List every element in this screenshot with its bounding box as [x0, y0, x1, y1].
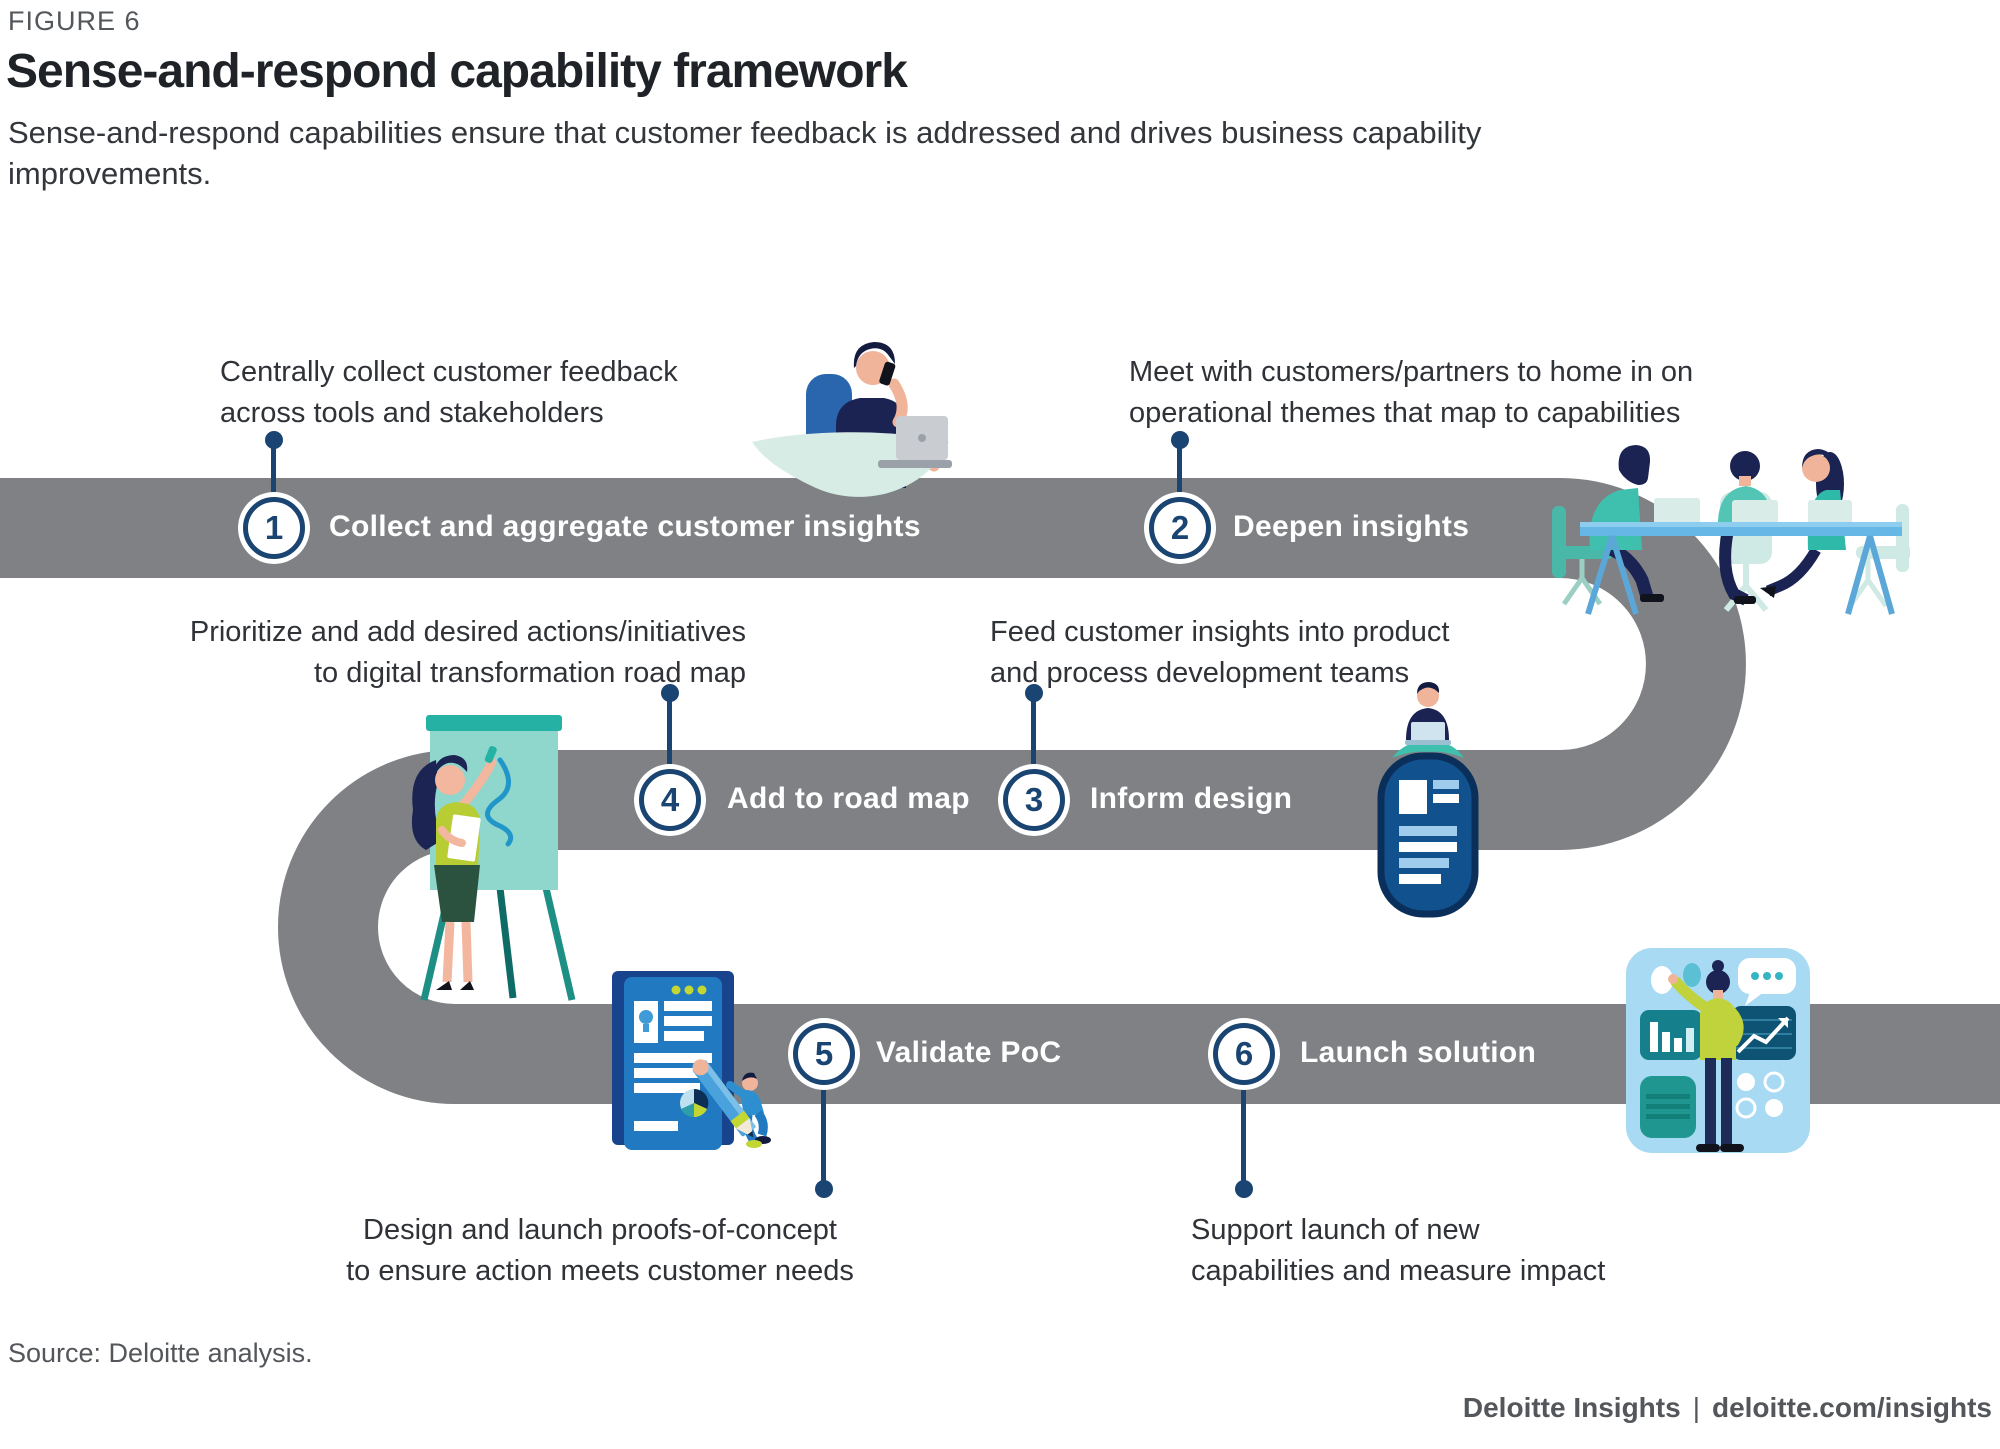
step-label-2: Deepen insights: [1233, 509, 1470, 543]
figure-label: FIGURE 6: [8, 6, 141, 36]
step-circle-4: [639, 769, 701, 831]
step-circle-6: [1213, 1023, 1275, 1085]
step-number: 3: [1024, 781, 1044, 818]
brand-site-url: deloitte.com/insights: [1711, 1392, 1992, 1423]
step-circle-3: [1003, 769, 1065, 831]
developer-on-smartphone-icon: [1372, 680, 1484, 920]
annotation-step-4: Prioritize and add desired actions/initiatives to digital transformation road map: [189, 616, 746, 689]
figure-subtitle: Sense-and-respond capabilities ensure that customer feedback is addressed and drives business capability improvements.: [8, 115, 1482, 191]
annotation-step-3: Feed customer insights into product and process development teams: [990, 616, 1450, 689]
step-label-1: Collect and aggregate customer insights: [329, 509, 921, 543]
step-circle-1: [243, 497, 305, 559]
brand-footer: [1463, 1392, 1992, 1424]
team-meeting-at-table-icon: [1550, 428, 1910, 618]
annotation-step-1: Centrally collect customer feedback across tools and stakeholders: [220, 356, 678, 429]
leader-line-step-3: [1031, 697, 1036, 773]
step-circle-5: [793, 1023, 855, 1085]
proof-of-concept-document-pencil-icon: [598, 963, 773, 1150]
annotation-step-6: Support launch of new capabilities and measure impact: [1191, 1214, 1606, 1287]
step-number: 1: [264, 509, 284, 546]
leader-line-step-6: [1241, 1085, 1246, 1185]
leader-dot-step-5: [815, 1180, 833, 1198]
step-number: 5: [814, 1035, 834, 1072]
page-title: Sense-and-respond capability framework: [6, 45, 907, 98]
brand-name: Deloitte Insights: [1462, 1392, 1681, 1423]
leader-line-step-4: [667, 697, 672, 773]
leader-line-step-2: [1177, 444, 1182, 502]
step-circle-2: [1149, 497, 1211, 559]
annotation-step-5: Design and launch proofs-of-concept to ensure action meets customer needs: [346, 1214, 854, 1287]
presenter-at-flipchart-icon: [350, 698, 595, 1010]
step-label-3: Inform design: [1090, 781, 1293, 815]
step-label-5: Validate PoC: [876, 1035, 1062, 1069]
step-label-6: Launch solution: [1300, 1035, 1537, 1069]
brand-separator: |: [1692, 1392, 1700, 1423]
analyst-at-dashboard-icon: [1626, 948, 1810, 1160]
person-on-phone-at-desk-icon: [748, 326, 953, 511]
leader-dot-step-6: [1235, 1180, 1253, 1198]
step-number: 4: [660, 781, 680, 818]
leader-line-step-1: [271, 444, 276, 502]
source-note: Source: Deloitte analysis.: [8, 1338, 313, 1368]
step-number: 6: [1234, 1035, 1254, 1072]
step-label-4: Add to road map: [727, 781, 970, 815]
step-number: 2: [1170, 509, 1190, 546]
leader-line-step-5: [821, 1085, 826, 1185]
annotation-step-2: Meet with customers/partners to home in on operational themes that map to capabilities: [1129, 356, 1694, 429]
